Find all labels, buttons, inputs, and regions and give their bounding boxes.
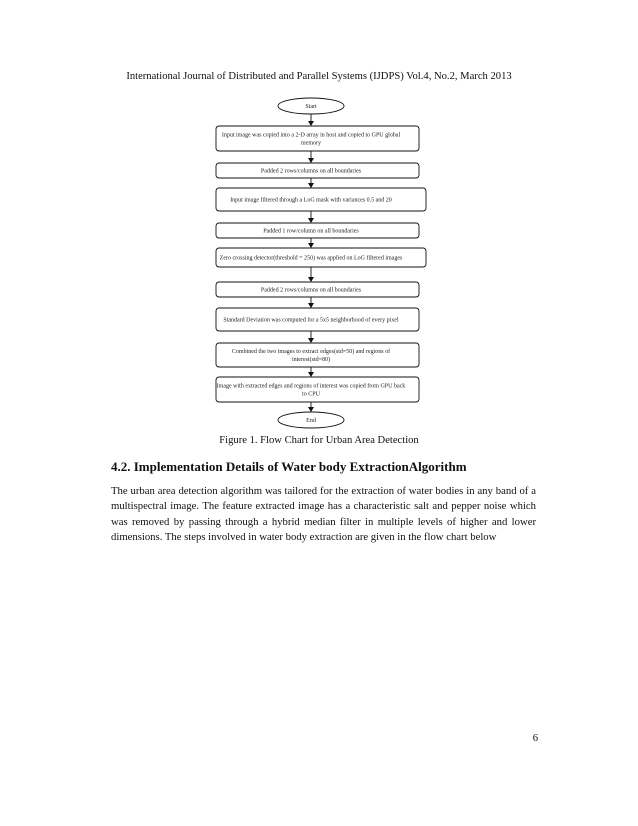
flow-arrow bbox=[308, 402, 314, 412]
figure-caption: Figure 1. Flow Chart for Urban Area Detection bbox=[219, 435, 419, 446]
body-paragraph: The urban area detection algorithm was tailored for the extraction of water bodies in any band of a multispectral image. The feature extracted image has a characteristic salt and pepper noise which was removed by passing through a hybrid median filter in multiple levels of higher and lower dimensions. The steps involved in water body extraction are given in the flow chart below bbox=[111, 485, 536, 544]
flow-arrow bbox=[308, 297, 314, 308]
journal-header: International Journal of Distributed and Parallel Systems (IJDPS) Vol.4, No.2, March 2013 bbox=[126, 71, 512, 82]
flow-step-text-line: Standard Deviation was computed for a 5x5 neighborhood of every pixel bbox=[223, 317, 399, 324]
flow-step-text-line: Padded 2 rows/columns on all boundaries bbox=[260, 168, 362, 175]
flow-step-text-line: Input image was copied into a 2-D array in host and copied to GPU global bbox=[221, 132, 401, 139]
page-number: 6 bbox=[532, 733, 538, 744]
flow-arrow bbox=[308, 267, 314, 282]
flow-step-text-line: Zero crossing detector(threshold = 250) was applied on LoG filtered images bbox=[219, 255, 403, 262]
flow-end-label-line: End bbox=[306, 418, 316, 424]
flow-step-text-line: interest(std=80) bbox=[291, 357, 331, 363]
flow-arrow bbox=[308, 331, 314, 343]
flow-step-text-line: Combined the two images to extract edges(std=50) and regions of bbox=[231, 349, 391, 355]
flow-step-text-line: to CPU bbox=[302, 391, 320, 398]
flow-arrow bbox=[308, 211, 314, 223]
flow-arrow bbox=[308, 114, 314, 126]
flow-arrow bbox=[308, 367, 314, 377]
flow-step-text-line: Image with extracted edges and regions of interest was copied from GPU back bbox=[216, 383, 406, 390]
flow-start-label-line: Start bbox=[305, 104, 317, 110]
flow-step-text-line: Padded 2 rows/columns on all boundaries bbox=[260, 287, 362, 294]
flow-step-text-line: Padded 1 row/column on all boundaries bbox=[263, 228, 359, 235]
flow-step-box bbox=[216, 126, 419, 151]
section-title: 4.2. Implementation Details of Water body ExtractionAlgorithm bbox=[111, 459, 467, 474]
flow-step-text-line: memory bbox=[301, 140, 321, 147]
flow-arrow bbox=[308, 151, 314, 163]
flow-arrow bbox=[308, 238, 314, 248]
flow-step-box bbox=[216, 343, 419, 367]
flow-step-box bbox=[216, 377, 419, 402]
flow-arrow bbox=[308, 178, 314, 188]
flow-step-text-line: Input image filtered through a LoG mask with variances 0.5 and 20 bbox=[230, 197, 392, 204]
